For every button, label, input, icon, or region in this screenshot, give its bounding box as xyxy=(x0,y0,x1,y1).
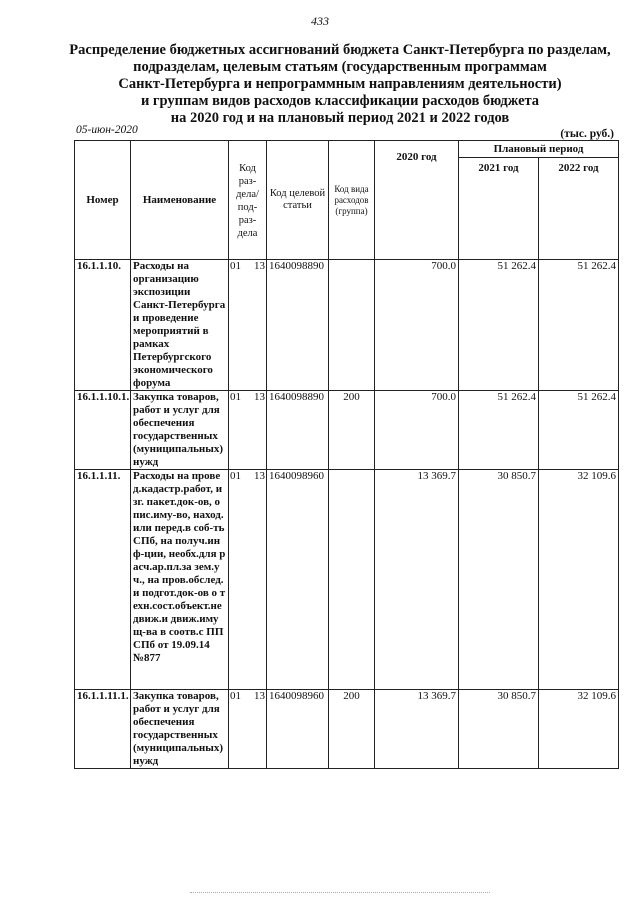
row-section: 01 13 xyxy=(229,260,267,391)
row-2021: 30 850.7 xyxy=(459,470,539,690)
row-target: 1640098890 xyxy=(267,260,329,391)
row-expense: 200 xyxy=(329,690,375,769)
title-line: Распределение бюджетных ассигнований бюджета Санкт-Петербурга по разделам, xyxy=(69,42,611,58)
document-date: 05-июн-2020 xyxy=(76,124,138,136)
page-number: 433 xyxy=(311,14,329,28)
budget-table xyxy=(74,140,619,769)
table-row xyxy=(75,391,619,470)
row-number: 16.1.1.10. xyxy=(75,260,131,391)
row-2022: 32 109.6 xyxy=(539,470,619,690)
units-label: (тыс. руб.) xyxy=(560,128,614,140)
document-title xyxy=(60,42,620,127)
table-row xyxy=(75,690,619,769)
row-2022: 51 262.4 xyxy=(539,260,619,391)
row-name: Закупка товаров, работ и услуг для обеспечения государственных (муниципальных) нужд xyxy=(131,690,229,769)
table-row xyxy=(75,260,619,391)
header-2020: 2020 год xyxy=(375,141,459,260)
row-2022: 51 262.4 xyxy=(539,391,619,470)
row-section: 01 13 xyxy=(229,391,267,470)
row-name: Закупка товаров, работ и услуг для обеспечения государственных (муниципальных) нужд xyxy=(131,391,229,470)
header-section: Код раз-дела/ под-раз-дела xyxy=(229,141,267,260)
header-2022: 2022 год xyxy=(539,158,619,260)
row-2021: 51 262.4 xyxy=(459,391,539,470)
title-line: и группам видов расходов классификации расходов бюджета xyxy=(140,93,540,109)
row-section: 01 13 xyxy=(229,470,267,690)
row-expense xyxy=(329,470,375,690)
row-2020: 13 369.7 xyxy=(375,690,459,769)
row-number: 16.1.1.11. xyxy=(75,470,131,690)
header-target: Код целевой статьи xyxy=(267,141,329,260)
row-2021: 51 262.4 xyxy=(459,260,539,391)
row-target: 1640098960 xyxy=(267,470,329,690)
header-name: Наименование xyxy=(131,141,229,260)
row-name: Расходы на провед.кадастр.работ, изг. пакет.док-ов, опис.иму-во, наход.или перед.в соб-ть СПб, на получ.инф-ции, необх.для расч.ар.пл.за зем.уч., на пров.обслед. и подгот.док-ов о техн.сост.объект.недвиж.и движ.имущ-ва в соотв.с ПП СПб от 19.09.14 №877 xyxy=(131,470,229,690)
row-expense xyxy=(329,260,375,391)
title-line: подразделам, целевым статьям (государственным программам xyxy=(133,59,547,75)
header-planned: Плановый период xyxy=(459,141,619,158)
row-2022: 32 109.6 xyxy=(539,690,619,769)
title-line: на 2020 год и на плановый период 2021 и 2022 годов xyxy=(170,110,510,126)
row-2020: 700.0 xyxy=(375,260,459,391)
row-2020: 13 369.7 xyxy=(375,470,459,690)
row-2020: 700.0 xyxy=(375,391,459,470)
row-2021: 30 850.7 xyxy=(459,690,539,769)
row-number: 16.1.1.11.1. xyxy=(75,690,131,769)
row-expense: 200 xyxy=(329,391,375,470)
header-number: Номер xyxy=(75,141,131,260)
row-name: Расходы на организацию экспозиции Санкт-Петербурга и проведение мероприятий в рамках Петербургского экономического форума xyxy=(131,260,229,391)
scan-artifact xyxy=(190,892,490,895)
table-header xyxy=(75,141,619,260)
header-2021: 2021 год xyxy=(459,158,539,260)
row-number: 16.1.1.10.1. xyxy=(75,391,131,470)
title-line: Санкт-Петербурга и непрограммным направлениям деятельности) xyxy=(118,76,562,92)
row-section: 01 13 xyxy=(229,690,267,769)
table-row xyxy=(75,470,619,690)
row-target: 1640098960 xyxy=(267,690,329,769)
row-target: 1640098890 xyxy=(267,391,329,470)
header-expense: Код вида расходов (группа) xyxy=(329,141,375,260)
